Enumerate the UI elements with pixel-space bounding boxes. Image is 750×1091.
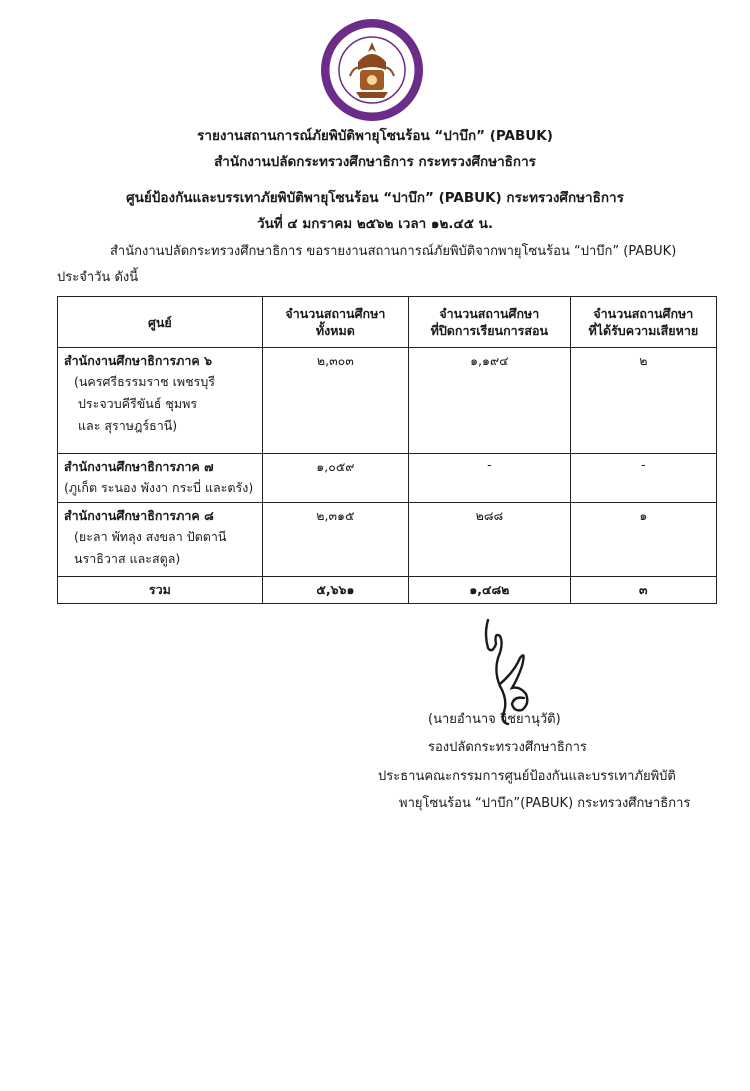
region-name: สำนักงานศึกษาธิการภาค ๖ xyxy=(64,353,213,368)
closed-schools-value: - xyxy=(409,454,571,503)
total-schools-value: ๒,๓๐๓ xyxy=(262,348,408,454)
region-provinces: และ สุราษฎร์ธานี) xyxy=(78,418,178,433)
region-name: สำนักงานศึกษาธิการภาค ๘ xyxy=(64,508,214,523)
header-total-schools xyxy=(262,297,408,348)
region-cell xyxy=(58,503,263,577)
damaged-schools-value: - xyxy=(570,454,716,503)
report-table xyxy=(57,296,717,604)
total-schools-value: ๒,๓๑๕ xyxy=(262,503,408,577)
region-provinces: นราธิวาส และสตูล) xyxy=(74,551,181,566)
region-provinces: (ภูเก็ต ระนอง พังงา กระบี่ และตรัง) xyxy=(64,480,254,495)
grand-total-damaged: ๓ xyxy=(570,577,716,604)
total-schools-value: ๑,๐๕๙ xyxy=(262,454,408,503)
region-name: สำนักงานศึกษาธิการภาค ๗ xyxy=(64,459,214,474)
table-header-row xyxy=(58,297,717,348)
header-center-label: ศูนย์ xyxy=(147,314,172,330)
table-row xyxy=(58,454,717,503)
table-total-row xyxy=(58,577,717,604)
header-damaged-schools xyxy=(570,297,716,348)
table-row xyxy=(58,348,717,454)
report-title: รายงานสถานการณ์ภัยพิบัติพายุโซนร้อน “ปาบึก” (PABUK) xyxy=(197,128,553,144)
header-damaged-line1: จำนวนสถานศึกษา xyxy=(593,306,694,321)
signer-name: (นายอำนาจ วิชยานุวัติ) xyxy=(428,712,561,727)
table-row xyxy=(58,503,717,577)
damaged-schools-value: ๑ xyxy=(570,503,716,577)
closed-schools-value: ๒๘๘ xyxy=(409,503,571,577)
damaged-schools-value: ๒ xyxy=(570,348,716,454)
region-provinces: ประจวบคีรีขันธ์ ชุมพร xyxy=(78,396,198,411)
header-closed-schools xyxy=(409,297,571,348)
region-provinces: (นครศรีธรรมราช เพชรบุรี xyxy=(74,374,215,389)
header-damaged-line2: ที่ได้รับความเสียหาย xyxy=(588,323,699,338)
region-cell xyxy=(58,454,263,503)
header-center xyxy=(58,297,263,348)
grand-total-closed: ๑,๔๘๒ xyxy=(409,577,571,604)
total-label: รวม xyxy=(58,577,263,604)
region-provinces: (ยะลา พัทลุง สงขลา ปัตตานี xyxy=(74,529,227,544)
intro-line-2: ประจำวัน ดังนี้ xyxy=(57,270,139,285)
signer-position-2: ประธานคณะกรรมการศูนย์ป้องกันและบรรเทาภัยพิบัติ xyxy=(378,769,676,784)
center-name: ศูนย์ป้องกันและบรรเทาภัยพิบัติพายุโซนร้อน “ปาบึก” (PABUK) กระทรวงศึกษาธิการ xyxy=(126,190,624,206)
header-total-line1: จำนวนสถานศึกษา xyxy=(285,306,386,321)
header-closed-line1: จำนวนสถานศึกษา xyxy=(439,306,540,321)
office-name: สำนักงานปลัดกระทรวงศึกษาธิการ กระทรวงศึกษาธิการ xyxy=(214,154,536,170)
closed-schools-value: ๑,๑๙๔ xyxy=(409,348,571,454)
header-total-line2: ทั้งหมด xyxy=(315,323,355,338)
grand-total-schools: ๕,๖๖๑ xyxy=(262,577,408,604)
intro-line-1: สำนักงานปลัดกระทรวงศึกษาธิการ ขอรายงานสถานการณ์ภัยพิบัติจากพายุโซนร้อน “ปาบึก” (PABUK) xyxy=(110,244,677,259)
region-cell xyxy=(58,348,263,454)
signer-position-3: พายุโซนร้อน “ปาบึก”(PABUK) กระทรวงศึกษาธิการ xyxy=(399,796,691,811)
report-datetime: วันที่ ๔ มกราคม ๒๕๖๒ เวลา ๑๒.๔๕ น. xyxy=(257,216,493,232)
ministry-seal-logo xyxy=(320,18,424,122)
signer-position-1: รองปลัดกระทรวงศึกษาธิการ xyxy=(428,740,587,755)
header-closed-line2: ที่ปิดการเรียนการสอน xyxy=(430,323,549,338)
